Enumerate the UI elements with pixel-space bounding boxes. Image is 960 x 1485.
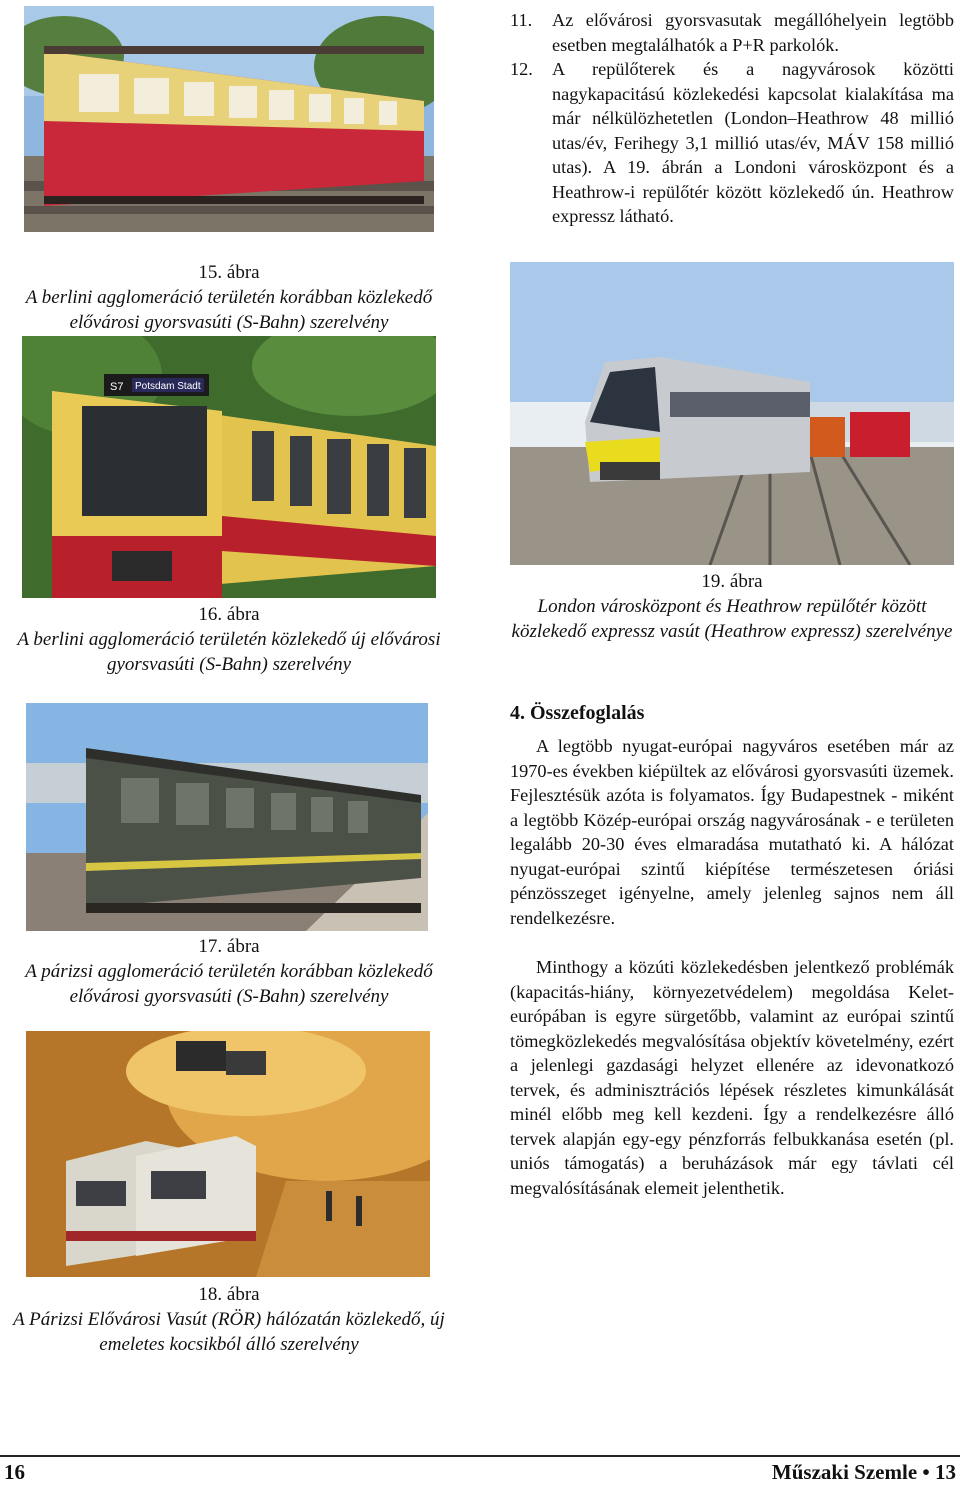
figure-19-photo (510, 262, 954, 565)
figure-17-caption (8, 934, 450, 1009)
figure-number: 17. ábra (198, 936, 260, 957)
figure-number: 16. ábra (198, 604, 260, 625)
list-text: A repülőterek és a nagyvárosok közötti nagykapacitású közlekedési kapcsolat kialakítása ma már nélkülözhetetlen (London–Heathrow 48 millió utas/év, Ferihegy 3,1 millió utas/év, MÁV 158 millió utas). A 19. ábrán a Londoni városközpont és a Heathrow-i repülőtér között közlekedő ún. Heathrow expressz látható. (552, 59, 954, 226)
list-number: 11. (510, 10, 533, 30)
sign-line: S7 (110, 381, 124, 393)
journal-footer: Műszaki Szemle • 13 (771, 1460, 956, 1484)
figure-16-caption (8, 602, 450, 677)
section-heading: 4. Összefoglalás (510, 702, 645, 724)
figure-number: 15. ábra (198, 262, 260, 283)
figure-17-photo (26, 703, 428, 931)
figure-18-caption (8, 1282, 450, 1357)
page-number: 16 (4, 1460, 25, 1484)
figure-15-caption (8, 260, 450, 335)
figure-19-caption (510, 569, 954, 644)
figure-16-photo (22, 336, 436, 598)
paragraph: Minthogy a közúti közlekedésben jelentkező problémák (kapacitás-hiány, környezetvédelem) megoldása Kelet-európában is egyre sürgetőbb, valamint az európai szintű tömegközlekedés megvalósítása objektív követelmény, ezért a jelenlegi gazdasági helyzet ellenére az idevonatkozó tervek, és adminisztrációs lépések részletes kimunkálását minél előbb meg kell kezdeni. Így a rendelkezésre álló tervek alapján egy-egy pénzforrás felbukkanása esetén (pl. uniós támogatás) a beruházások már egy távlati cél megvalósításának elemeit jelenthetik. (510, 957, 954, 1198)
list-text: Az elővárosi gyorsvasutak megállóhelyein legtöbb esetben megtalálhatók a P+R parkolók. (552, 10, 954, 55)
sign-destination: Potsdam Stadt (135, 381, 201, 392)
footer-divider (0, 1455, 960, 1457)
figure-number: 18. ábra (198, 1284, 260, 1305)
paragraph: A legtöbb nyugat-európai nagyváros esetében már az 1970-es években kiépültek az elővárosi gyorsvasúti üzemek. Fejlesztésük azóta is folyamatos. Így Budapestnek - miként a legtöbb Közép-európai ország nagyvárosának - e területen legalább 20-30 éves elmaradása mutatható ki. A hálózat nyugat-európai szintű kiépítése természetesen óriási pénzösszeget igényelne, amely jelenleg sajnos nem áll rendelkezésre. (510, 736, 954, 928)
figure-number: 19. ábra (701, 571, 763, 592)
figure-caption-text: A Párizsi Elővárosi Vasút (RÖR) hálózatán közlekedő, új emeletes kocsikból álló szerelvény (13, 1309, 445, 1355)
figure-15-photo (24, 6, 434, 232)
list-item-11 (510, 8, 954, 57)
figure-caption-text: A berlini agglomeráció területén korábban közlekedő elővárosi gyorsvasúti (S-Bahn) szerelvény (25, 287, 433, 333)
figure-caption-text: A párizsi agglomeráció területén korábban közlekedő elővárosi gyorsvasúti (S-Bahn) szerelvény (25, 961, 433, 1007)
list-item-12 (510, 57, 954, 229)
figure-caption-text: A berlini agglomeráció területén közlekedő új elővárosi gyorsvasúti (S-Bahn) szerelvény (17, 629, 441, 675)
figure-18-photo (26, 1031, 430, 1277)
figure-caption-text: London városközpont és Heathrow repülőtér között közlekedő expressz vasút (Heathrow expressz) szerelvénye (511, 596, 953, 642)
list-number: 12. (510, 59, 533, 79)
